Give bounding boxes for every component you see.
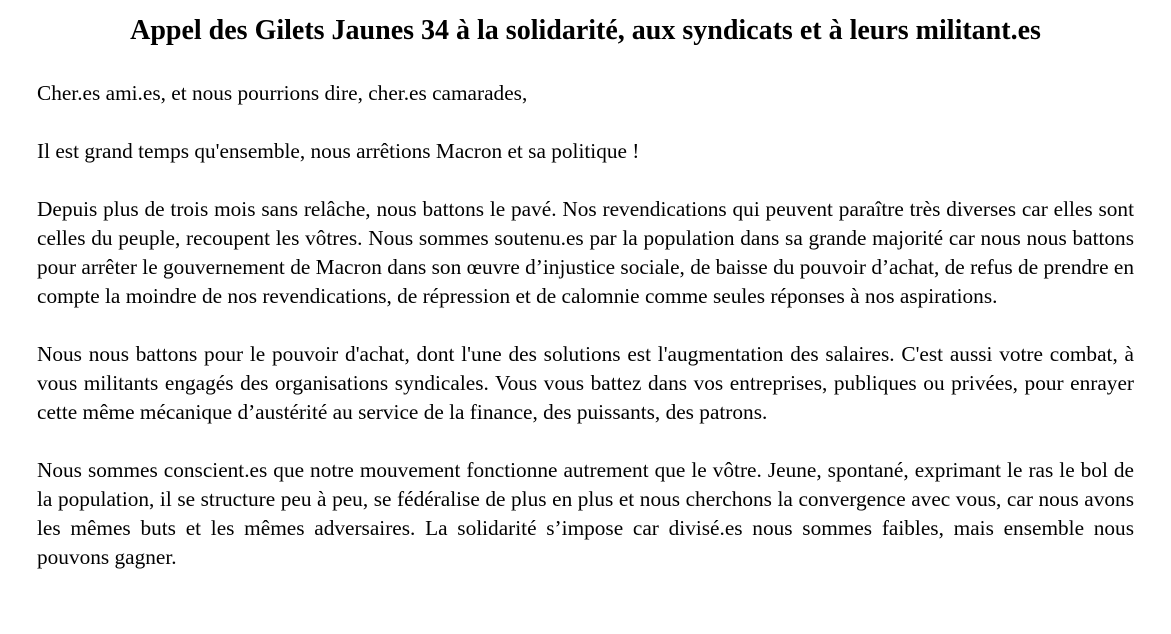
paragraph-4: Nous sommes conscient.es que notre mouvement fonctionne autrement que le vôtre. Jeune, spontané, exprimant le ras le bol de la population, il se structure peu à peu, se fédéralise de plus en plus et nous cherchons la convergence avec vous, car nous avons les mêmes buts et les mêmes adversaires. La solidarité s’impose car divisé.es nous sommes faibles, mais ensemble nous pouvons gagner. — [37, 458, 1134, 569]
document-page — [37, 0, 1134, 572]
paragraph-3: Nous nous battons pour le pouvoir d'achat, dont l'une des solutions est l'augmentation des salaires. C'est aussi votre combat, à vous militants engagés des organisations syndicales. Vous vous battez dans vos entreprises, publiques ou privées, pour enrayer cette même mécanique d’austérité au service de la finance, des puissants, des patrons. — [37, 342, 1134, 424]
document-title: Appel des Gilets Jaunes 34 à la solidarité, aux syndicats et à leurs militant.es — [130, 15, 1041, 46]
paragraph-1: Il est grand temps qu'ensemble, nous arrêtions Macron et sa politique ! — [37, 139, 640, 163]
paragraph-2: Depuis plus de trois mois sans relâche, nous battons le pavé. Nos revendications qui peuvent paraître très diverses car elles sont celles du peuple, recoupent les vôtres. Nous sommes soutenu.es par la population dans sa grande majorité car nous nous battons pour arrêter le gouvernement de Macron dans son œuvre d’injustice sociale, de baisse du pouvoir d’achat, de refus de prendre en compte la moindre de nos revendications, de répression et de calomnie comme seules réponses à nos aspirations. — [37, 197, 1134, 308]
greeting-paragraph: Cher.es ami.es, et nous pourrions dire, cher.es camarades, — [37, 81, 528, 105]
